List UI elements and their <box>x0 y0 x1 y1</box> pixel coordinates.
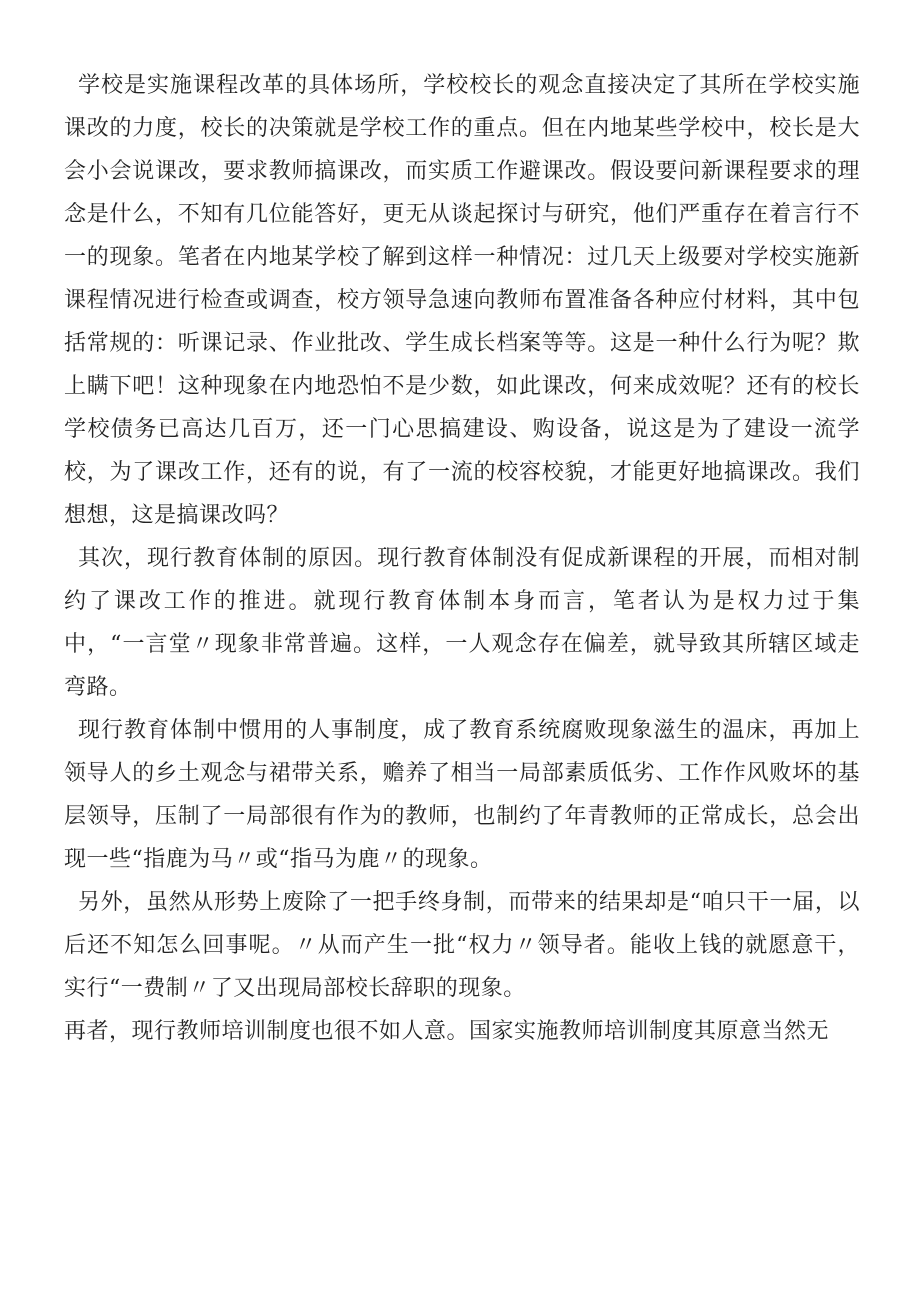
paragraph-term-limit: 另外，虽然从形势上废除了一把手终身制，而带来的结果却是“咱只干一届，以后还不知怎么回事呢。〃从而产生一批“权力〃领导者。能收上钱的就愿意干，实行“一费制〃了又出现局部校长辞职的现象。 <box>64 890 860 1001</box>
paragraph-education-system: 其次，现行教育体制的原因。现行教育体制没有促成新课程的开展，而相对制约了课改工作的推进。就现行教育体制本身而言，笔者认为是权力过于集中，“一言堂〃现象非常普遍。这样，一人观念存在偏差，就导致其所辖区域走弯路。 <box>64 546 860 700</box>
paragraph-principal-role: 学校是实施课程改革的具体场所，学校校长的观念直接决定了其所在学校实施课改的力度，校长的决策就是学校工作的重点。但在内地某些学校中，校长是大会小会说课改，要求教师搞课改，而实质工作避课改。假设要问新课程要求的理念是什么，不知有几位能答好，更无从谈起探讨与研究，他们严重存在着言行不一的现象。笔者在内地某学校了解到这样一种情况：过几天上级要对学校实施新课程情况进行检查或调查，校方领导急速向教师布置准备各种应付材料，其中包括常规的：听课记录、作业批改、学生成长档案等等。这是一种什么行为呢？欺上瞒下吧！这种现象在内地恐怕不是少数，如此课改，何来成效呢？还有的校长学校债务已高达几百万，还一门心思搞建设、购设备，说这是为了建设一流学校，为了课改工作，还有的说，有了一流的校容校貌，才能更好地搞课改。我们想想，这是搞课改吗？ <box>64 73 860 528</box>
paragraph-personnel-system: 现行教育体制中惯用的人事制度，成了教育系统腐败现象滋生的温床，再加上领导人的乡土观念与裙带关系，赡养了相当一局部素质低劣、工作作风败坏的基层领导，压制了一局部很有作为的教师，也制约了年青教师的正常成长，总会出现一些“指鹿为马〃或“指马为鹿〃的现象。 <box>64 718 860 872</box>
paragraph-teacher-training: 再者，现行教师培训制度也很不如人意。国家实施教师培训制度其原意当然无 <box>64 1019 830 1044</box>
document-body <box>64 64 860 1053</box>
